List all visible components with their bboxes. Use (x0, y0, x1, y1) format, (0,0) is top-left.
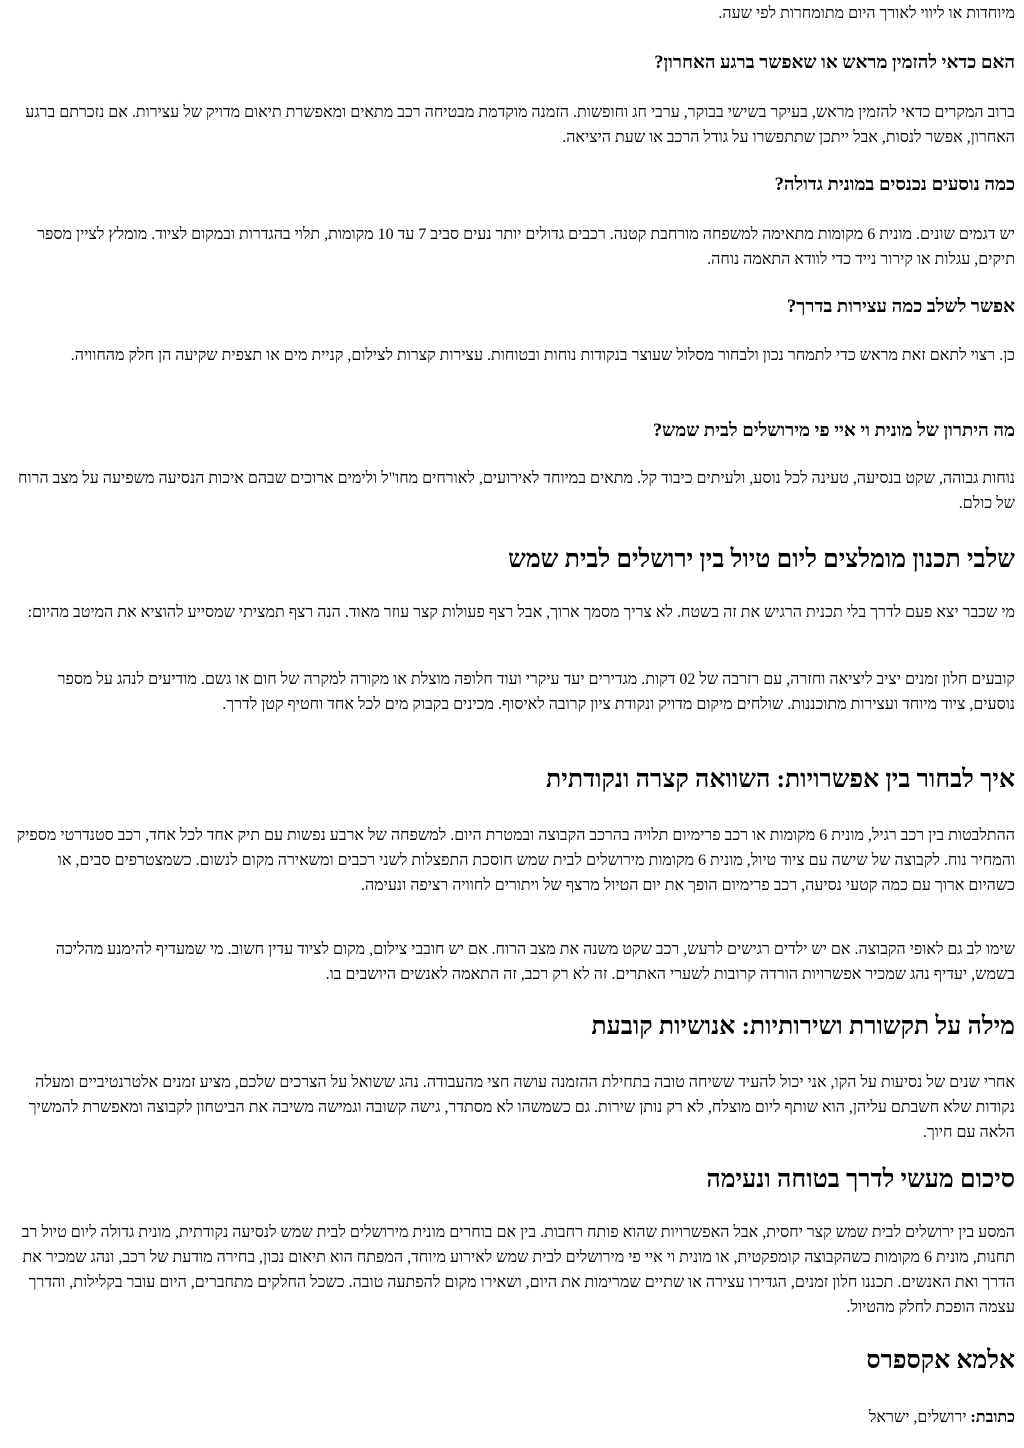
faq-item (10, 51, 1015, 75)
faq-answer-block (10, 343, 1015, 368)
faq-answer-block (10, 100, 1015, 150)
section-paragraph-block (10, 1220, 1015, 1320)
section-paragraph-block (10, 600, 1015, 625)
section-paragraph: שימו לב גם לאופי הקבוצה. אם יש ילדים רגישים לרעש, רכב שקט משנה את מצב הרוח. אם יש חובבי צילום, מקום לציוד עדין חשוב. מי שמעדיף להימנע מהליכה בשמש, יעדיף נהג שמכיר אפשרויות הורדה קרובות לשערי האתרים. זה לא רק רכב, זה התאמה לאנשים היושבים בו. (55, 941, 1015, 983)
faq-question: כמה נוסעים נכנסים במונית גדולה? (774, 175, 1015, 195)
faq-answer-block (10, 222, 1015, 272)
address-label: כתובת: (970, 1409, 1015, 1426)
section-heading-block (10, 1165, 1015, 1195)
section-paragraph: מי שכבר יצא פעם לדרך בלי תכנית הרגיש את זה בשטח. לא צריך מסמך ארוך, אבל רצף פעולות קצר עוזר מאוד. הנה רצף תמציתי שמסייע להוציא את המיטב מהיום: (27, 604, 1015, 621)
faq-item (10, 419, 1015, 443)
section-heading: שלבי תכנון מומלצים ליום טיול בין ירושלים לבית שמש (508, 546, 1015, 573)
address-value: ירושלים, ישראל (868, 1409, 967, 1426)
section-heading: מילה על תקשורת ושירותיות: אנושיות קובעת (591, 1013, 1015, 1040)
section-paragraph-block (10, 937, 1015, 987)
faq-item (10, 295, 1015, 319)
faq-answer: נוחות גבוהה, שקט בנסיעה, טעינה לכל נוסע, ולעיתים כיבוד קל. מתאים במיוחד לאירועים, לאורחים מחו"ל ולימים ארוכים שבהם איכות הנסיעה משפיעה על מצב הרוח של כולם. (18, 470, 1015, 512)
faq-question: האם כדאי להזמין מראש או שאפשר ברגע האחרון? (654, 53, 1015, 73)
section-paragraph: קובעים חלון זמנים יציב ליציאה וחזרה, עם רזרבה של 02 דקות. מגדירים יעד עיקרי ועוד חלופה מוצלת או מקורה למקרה של חום או גשם. מודיעים לנהג על מספר נוסעים, ציוד מיוחד ועצירות מתוכננות. שולחים מיקום מדויק ונקודת ציון קרובה לאיסוף. מכינים בקבוק מים לכל אחד וחטיף קטן לדרך. (57, 671, 1015, 713)
faq-question: מה היתרון של מונית וי איי פי מירושלים לבית שמש? (652, 421, 1015, 441)
faq-answer: כן. רצוי לתאם זאת מראש כדי לתמחר נכון ולבחור מסלול שעוצר בנקודות נוחות ובטוחות. עצירות קצרות לצילום, קניית מים או תצפית שקיעה הן חלק מהחוויה. (70, 347, 1015, 364)
section-heading-block (10, 1012, 1015, 1042)
section-paragraph: אחרי שנים של נסיעות על הקו, אני יכול להעיד ששיחה טובה בתחילת ההזמנה עושה חצי מהעבודה. נהג ששואל על הצרכים שלכם, מציע זמנים אלטרנטיביים ומעלה נקודות שלא חשבתם עליהן, הוא שותף ליום מוצלח, לא רק נותן שירות. גם כשמשהו לא מסתדר, גישה קשובה וגמישה משיבה את הביטחון לקבוצה ומאפשרת להמשיך הלאה עם חיוך. (28, 1074, 1015, 1141)
faq-item (10, 173, 1015, 197)
faq-answer: ברוב המקרים כדאי להזמין מראש, בעיקר בשישי בבוקר, ערבי חג וחופשות. הזמנה מוקדמת מבטיחה רכב מתאים ומאפשרת תיאום מדויק של עצירות. אם נזכרתם ברגע האחרון, אפשר לנסות, אבל ייתכן שתתפשרו על גודל הרכב או שעת היציאה. (25, 104, 1015, 146)
section-heading: איך לבחור בין אפשרויות: השוואה קצרה ונקודתית (546, 766, 1015, 793)
business-name-block (10, 1346, 1015, 1376)
faq-answer-block (10, 466, 1015, 516)
section-paragraph: ההתלבטות בין רכב רגיל, מונית 6 מקומות או רכב פרימיום תלויה בהרכב הקבוצה ובמטרת היום. למשפחה של ארבע נפשות עם תיק אחד לכל אחד, רכב סטנדרטי מספיק והמחיר נוח. לקבוצה של שישה עם ציוד טיול, מונית 6 מקומות מירושלים לבית שמש חוסכת התפצלות לשני רכבים ומשאירה מקום לנשום. כשמצטרפים סבים, או כשהיום ארוך עם כמה קטעי נסיעה, רכב פרימיום הופך את יום הטיול מרצף של ויתורים לחוויה רציפה ונעימה. (16, 827, 1015, 894)
section-heading: סיכום מעשי לדרך בטוחה ונעימה (706, 1166, 1015, 1193)
section-heading-block (10, 765, 1015, 795)
business-address (10, 1405, 1015, 1430)
faq-question: אפשר לשלב כמה עצירות בדרך? (787, 297, 1015, 317)
faq-answer: יש דגמים שונים. מונית 6 מקומות מתאימה למשפחה מורחבת קטנה. רכבים גדולים יותר נעים סביב 7 עד 10 מקומות, תלוי בהגדרות ובמקום לציוד. מומלץ לציין מספר תיקים, עגלות או קירור נייד כדי לוודא התאמה נוחה. (37, 226, 1015, 268)
intro-tail-text: מיוחדות או ליווי לאורך היום מתומחרות לפי שעה. (718, 5, 1015, 22)
section-paragraph: המסע בין ירושלים לבית שמש קצר יחסית, אבל האפשרויות שהוא פותח רחבות. בין אם בוחרים מונית מירושלים לבית שמש לנסיעה נקודתית, מונית גדולה ליום טיול רב תחנות, מונית 6 מקומות כשהקבוצה קומפקטית, או מונית וי איי פי מירושלים לבית שמש לאירוע מיוחד, המפתח הוא תיאום נכון, בחירה מודעת של רכב, ונהג שמכיר את הדרך ואת האנשים. תכננו חלון זמנים, הגדירו עצירה או שתיים שמרימות את היום, ושאירו מקום להפתעה טובה. כשכל החלקים מתחברים, היום עובר בקלילות, והדרך עצמה הופכת לחלק מהטיול. (21, 1224, 1015, 1316)
section-paragraph-block (10, 1070, 1015, 1145)
section-heading-block (10, 545, 1015, 575)
section-paragraph-block (10, 667, 1015, 717)
section-paragraph-block (10, 823, 1015, 898)
intro-tail-block (10, 1, 1015, 26)
business-name: אלמא אקספרס (866, 1347, 1015, 1374)
